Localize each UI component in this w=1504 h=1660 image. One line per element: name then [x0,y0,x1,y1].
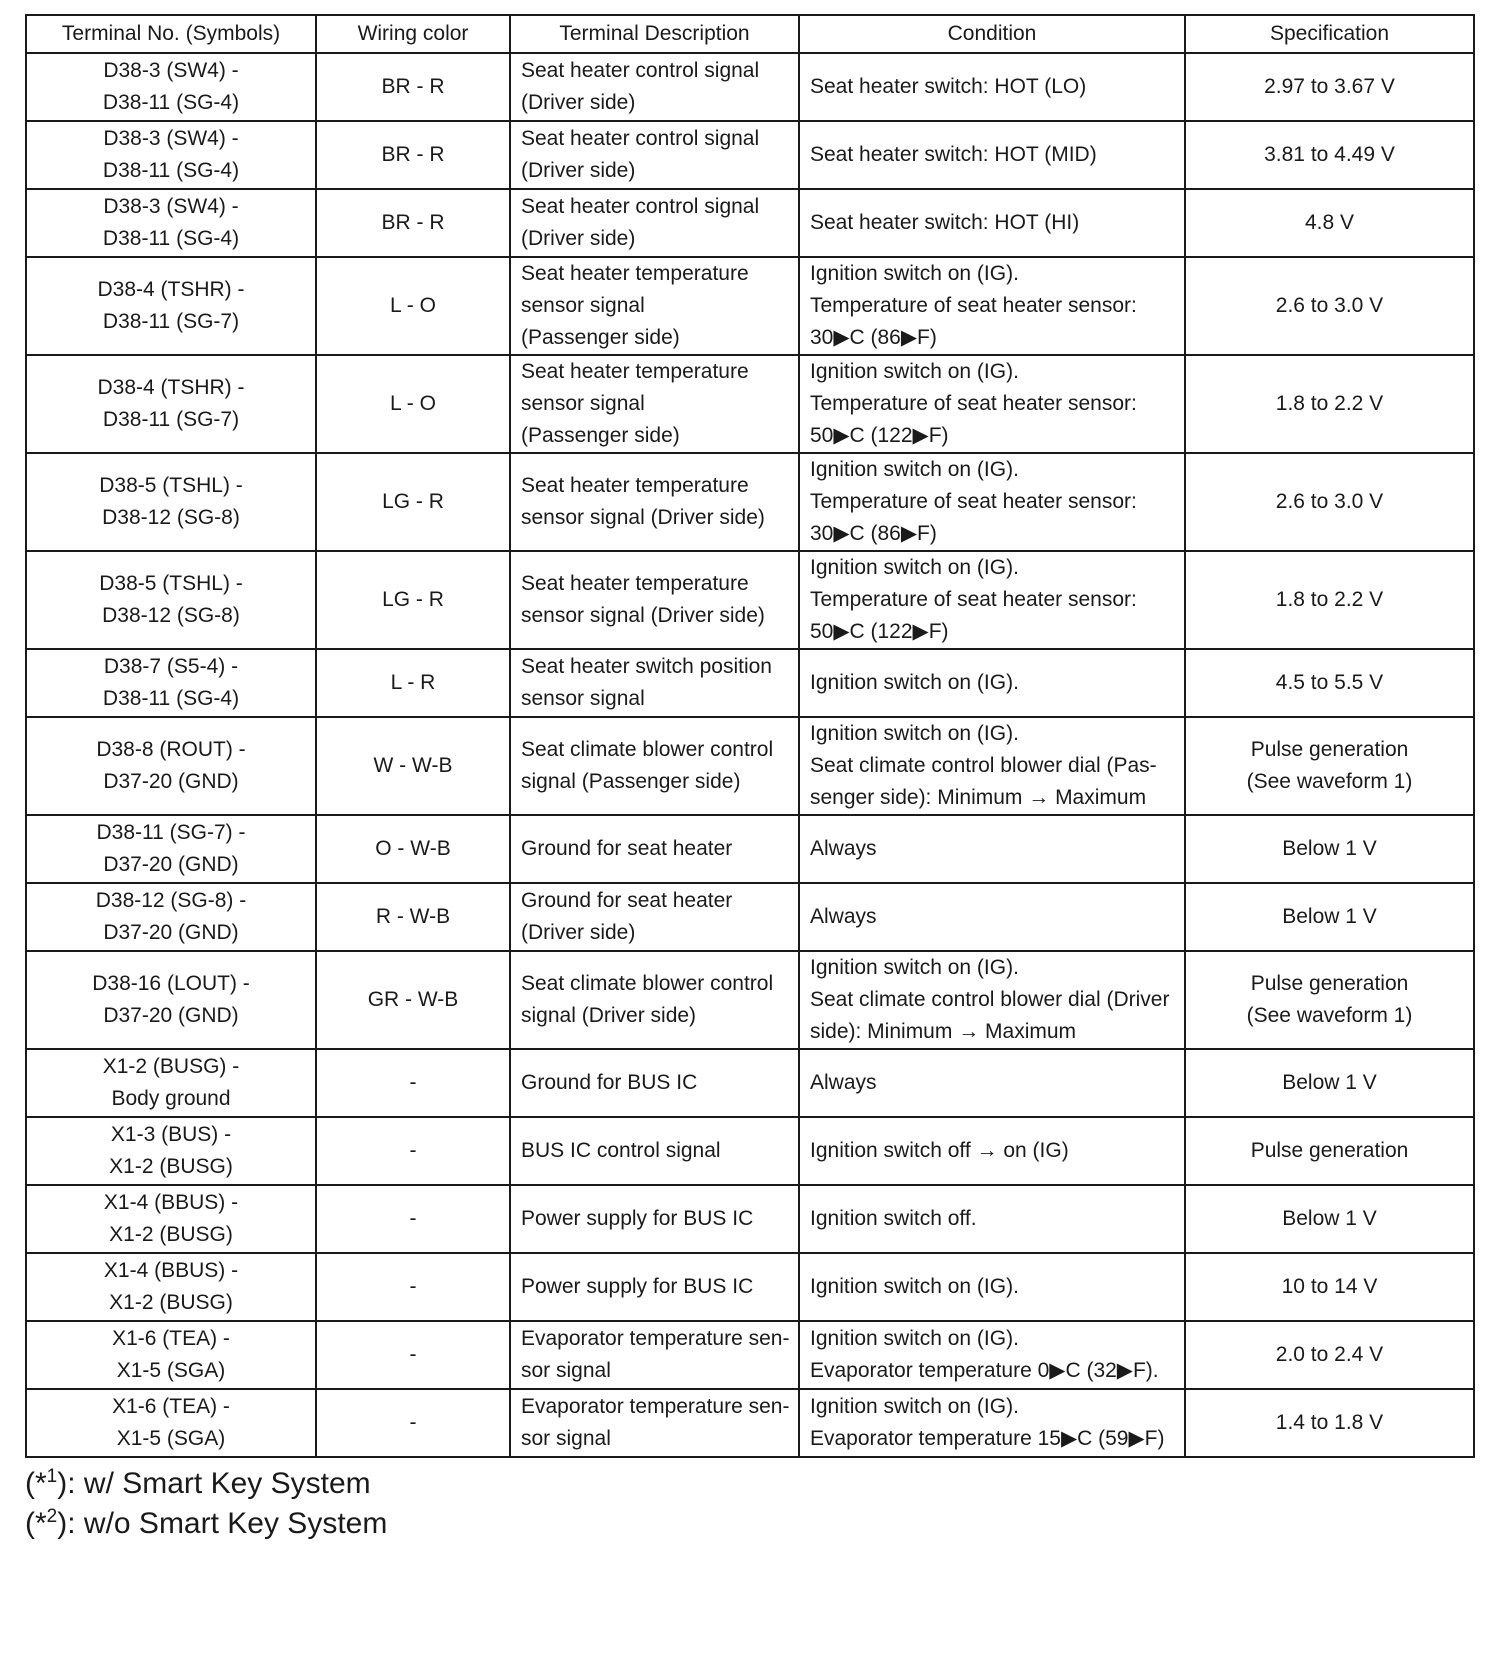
wiring-color-cell-text: - [409,1207,417,1230]
table-row [26,1049,1474,1117]
wiring-color-cell [316,951,510,1049]
wiring-color-cell-text: BR - R [381,211,445,234]
specification-cell-text: 4.5 to 5.5 V [1275,671,1384,694]
header-specification: Specification [1185,15,1474,53]
description-cell [510,121,799,189]
condition-cell-text: Ignition switch on (IG). Evaporator temperature 0▶C (32▶F). [810,1327,1159,1382]
terminal-line: D37-20 (GND) [103,853,239,876]
condition-cell-text: Always [810,837,877,860]
specification-cell [1185,1185,1474,1253]
wiring-color-cell-text: R - W-B [375,905,451,928]
wiring-color-cell-text: L - O [390,392,436,415]
description-cell-text: Seat climate blower control signal (Passenger side) [521,738,774,793]
terminal-cell [26,1389,316,1457]
specification-cell [1185,951,1474,1049]
wiring-color-cell [316,1253,510,1321]
table-row [26,1389,1474,1457]
terminal-line: X1-6 (TEA) - [112,1327,230,1350]
condition-cell [799,551,1185,649]
terminal-cell [26,649,316,717]
specification-cell [1185,453,1474,551]
condition-cell [799,1253,1185,1321]
terminal-cell [26,121,316,189]
specification-cell [1185,257,1474,355]
wiring-color-cell-text: W - W-B [373,754,453,777]
condition-cell-text: Ignition switch on (IG). Evaporator temperature 15▶C (59▶F) [810,1395,1165,1450]
terminal-line: D38-11 (SG-7) [102,408,240,431]
condition-cell [799,1185,1185,1253]
table-body [26,53,1474,1457]
condition-cell [799,649,1185,717]
description-cell-text: Power supply for BUS IC [521,1207,754,1230]
condition-cell [799,1389,1185,1457]
condition-cell [799,257,1185,355]
table-row [26,1117,1474,1185]
condition-cell [799,453,1185,551]
terminal-cell [26,1049,316,1117]
footnotes [25,1464,1473,1544]
header-description: Terminal Description [510,15,799,53]
wiring-color-cell-text: BR - R [381,75,445,98]
description-cell [510,1185,799,1253]
specification-cell [1185,189,1474,257]
description-cell [510,951,799,1049]
wiring-color-cell [316,355,510,453]
wiring-color-cell [316,815,510,883]
description-cell-text: Ground for seat heater [521,837,733,860]
specification-cell-text: 2.6 to 3.0 V [1275,490,1384,513]
specification-cell-text: 1.4 to 1.8 V [1275,1411,1384,1434]
table-row [26,453,1474,551]
specification-cell [1185,883,1474,951]
description-cell [510,649,799,717]
wiring-color-cell-text: GR - W-B [367,988,459,1011]
wiring-color-cell [316,453,510,551]
wiring-color-cell [316,1117,510,1185]
description-cell [510,717,799,815]
terminal-line: D38-12 (SG-8) [102,506,240,529]
condition-cell [799,883,1185,951]
specification-cell-text: Below 1 V [1282,905,1377,928]
wiring-color-cell [316,1389,510,1457]
terminal-line: D38-3 (SW4) - [103,127,239,150]
wiring-color-cell-text: L - R [390,671,436,694]
description-cell-text: Seat heater switch position sensor signal [521,655,772,710]
footnote-2: (*$^2$): w/o Smart Key System [25,1506,388,1540]
description-cell-text: Seat heater control signal (Driver side) [521,127,760,182]
condition-cell-text: Ignition switch on (IG). Temperature of seat heater sensor: 50▶C (122▶F) [810,360,1137,447]
specification-cell [1185,815,1474,883]
description-cell [510,815,799,883]
specification-cell [1185,717,1474,815]
terminal-line: X1-5 (SGA) [116,1427,226,1450]
table-row [26,53,1474,121]
specification-cell-text: 1.8 to 2.2 V [1275,588,1384,611]
condition-cell [799,951,1185,1049]
specification-cell-text: 2.97 to 3.67 V [1264,75,1395,98]
description-cell [510,551,799,649]
condition-cell-text: Ignition switch on (IG). Seat climate control blower dial (Pas- senger side): Minimum → Maximum [810,722,1157,809]
terminal-line: D38-7 (S5-4) - [103,655,239,678]
description-cell [510,1253,799,1321]
table-row [26,649,1474,717]
terminal-spec-table [25,14,1475,1458]
condition-cell [799,355,1185,453]
terminal-line: X1-2 (BUSG) [109,1291,233,1314]
specification-cell-text: Below 1 V [1282,1207,1377,1230]
terminal-line: D37-20 (GND) [103,770,239,793]
condition-cell-text: Ignition switch on (IG). Temperature of seat heater sensor: 30▶C (86▶F) [810,458,1137,545]
description-cell-text: Evaporator temperature sen- sor signal [521,1327,790,1382]
wiring-color-cell [316,1185,510,1253]
terminal-line: D38-11 (SG-4) [102,687,240,710]
specification-cell [1185,1253,1474,1321]
table-row [26,1185,1474,1253]
wiring-color-cell [316,1321,510,1389]
wiring-color-cell [316,717,510,815]
footnote-marker: 1 [46,1466,58,1487]
condition-cell-text: Seat heater switch: HOT (MID) [810,143,1097,166]
wiring-color-cell [316,649,510,717]
condition-cell-text: Ignition switch on (IG). Temperature of seat heater sensor: 50▶C (122▶F) [810,556,1137,643]
header-wiring-color: Wiring color [316,15,510,53]
description-cell-text: Seat heater temperature sensor signal (Driver side) [521,474,765,529]
condition-cell [799,1321,1185,1389]
condition-cell [799,815,1185,883]
wiring-color-cell-text: O - W-B [375,837,451,860]
terminal-line: D38-11 (SG-4) [102,159,240,182]
description-cell-text: Seat heater temperature sensor signal (Passenger side) [521,262,749,349]
wiring-color-cell-text: BR - R [381,143,445,166]
terminal-cell [26,815,316,883]
specification-cell [1185,551,1474,649]
specification-cell [1185,1049,1474,1117]
wiring-color-cell [316,121,510,189]
condition-cell [799,1117,1185,1185]
table-header-row [26,15,1474,53]
terminal-line: D38-12 (SG-8) - [95,889,247,912]
specification-cell-text: 1.8 to 2.2 V [1275,392,1384,415]
terminal-cell [26,1321,316,1389]
specification-cell-text: 3.81 to 4.49 V [1264,143,1395,166]
wiring-color-cell-text: - [409,1343,417,1366]
terminal-line: D38-11 (SG-4) [102,227,240,250]
terminal-line: X1-4 (BBUS) - [103,1191,239,1214]
description-cell-text: Seat climate blower control signal (Driver side) [521,972,774,1027]
terminal-line: D38-4 (TSHR) - [97,278,245,301]
terminal-cell [26,257,316,355]
specification-cell-text: 2.6 to 3.0 V [1275,294,1384,317]
footnote-1: (*$^1$): w/ Smart Key System [25,1466,371,1500]
specification-cell-text: Below 1 V [1282,837,1377,860]
condition-cell-text: Ignition switch on (IG). Seat climate control blower dial (Driver side): Minimum → Maximum [810,956,1170,1043]
terminal-cell [26,1253,316,1321]
wiring-color-cell-text: LG - R [382,490,444,513]
terminal-cell [26,1117,316,1185]
description-cell [510,1117,799,1185]
wiring-color-cell [316,883,510,951]
terminal-line: D38-16 (LOUT) - [92,972,250,995]
terminal-cell [26,53,316,121]
description-cell [510,257,799,355]
condition-cell-text: Ignition switch on (IG). [810,1275,1019,1298]
table-row [26,121,1474,189]
terminal-cell [26,453,316,551]
table-row [26,1321,1474,1389]
terminal-line: X1-3 (BUS) - [110,1123,232,1146]
description-cell-text: Ground for BUS IC [521,1071,698,1094]
wiring-color-cell-text: - [409,1275,417,1298]
footnote-marker: 2 [46,1506,58,1527]
condition-cell-text: Seat heater switch: HOT (HI) [810,211,1080,234]
description-cell-text: BUS IC control signal [521,1139,721,1162]
wiring-color-cell-text: - [409,1139,417,1162]
terminal-cell [26,189,316,257]
condition-cell [799,53,1185,121]
terminal-line: D38-11 (SG-7) [102,310,240,333]
description-cell [510,355,799,453]
terminal-line: X1-2 (BUSG) [109,1223,233,1246]
wiring-color-cell [316,1049,510,1117]
wiring-color-cell [316,551,510,649]
terminal-line: D38-12 (SG-8) [102,604,240,627]
specification-cell-text: Below 1 V [1282,1071,1377,1094]
description-cell [510,1321,799,1389]
condition-cell-text: Always [810,1071,877,1094]
table-row [26,189,1474,257]
wiring-color-cell-text: - [409,1071,417,1094]
terminal-cell [26,355,316,453]
wiring-color-cell-text: - [409,1411,417,1434]
specification-cell [1185,1117,1474,1185]
wiring-color-cell [316,53,510,121]
specification-cell [1185,1321,1474,1389]
specification-cell-text: 4.8 V [1304,211,1355,234]
description-cell [510,883,799,951]
wiring-color-cell [316,257,510,355]
condition-cell-text: Ignition switch off. [810,1207,977,1230]
specification-cell [1185,1389,1474,1457]
terminal-spec-sheet [25,14,1473,1544]
description-cell [510,53,799,121]
specification-cell-text: 10 to 14 V [1281,1275,1378,1298]
description-cell-text: Seat heater temperature sensor signal (Passenger side) [521,360,749,447]
terminal-line: D38-5 (TSHL) - [99,572,243,595]
specification-cell-text: Pulse generation (See waveform 1) [1246,738,1413,793]
condition-cell-text: Seat heater switch: HOT (LO) [810,75,1087,98]
table-row [26,1253,1474,1321]
terminal-line: X1-5 (SGA) [116,1359,226,1382]
condition-cell [799,717,1185,815]
header-terminal: Terminal No. (Symbols) [26,15,316,53]
condition-cell-text: Always [810,905,877,928]
terminal-line: D38-4 (TSHR) - [97,376,245,399]
description-cell [510,453,799,551]
table-row [26,355,1474,453]
specification-cell [1185,121,1474,189]
terminal-line: D38-3 (SW4) - [103,59,239,82]
terminal-line: D38-5 (TSHL) - [99,474,243,497]
specification-cell [1185,53,1474,121]
terminal-line: X1-4 (BBUS) - [103,1259,239,1282]
terminal-line: D38-11 (SG-4) [102,91,240,114]
terminal-cell [26,551,316,649]
table-row [26,883,1474,951]
description-cell-text: Seat heater temperature sensor signal (Driver side) [521,572,765,627]
wiring-color-cell-text: LG - R [382,588,444,611]
description-cell [510,1389,799,1457]
specification-cell [1185,355,1474,453]
condition-cell-text: Ignition switch on (IG). Temperature of seat heater sensor: 30▶C (86▶F) [810,262,1137,349]
description-cell-text: Power supply for BUS IC [521,1275,754,1298]
terminal-line: D37-20 (GND) [103,921,239,944]
description-cell-text: Seat heater control signal (Driver side) [521,195,760,250]
table-row [26,815,1474,883]
table-row [26,551,1474,649]
wiring-color-cell [316,189,510,257]
terminal-line: X1-2 (BUSG) [109,1155,233,1178]
condition-cell-text: Ignition switch off → on (IG) [810,1139,1069,1162]
terminal-cell [26,717,316,815]
description-cell-text: Seat heater control signal (Driver side) [521,59,760,114]
description-cell [510,1049,799,1117]
condition-cell [799,189,1185,257]
specification-cell-text: Pulse generation (See waveform 1) [1246,972,1413,1027]
terminal-line: D38-3 (SW4) - [103,195,239,218]
terminal-cell [26,1185,316,1253]
wiring-color-cell-text: L - O [390,294,436,317]
terminal-cell [26,951,316,1049]
specification-cell-text: 2.0 to 2.4 V [1275,1343,1384,1366]
condition-cell [799,1049,1185,1117]
condition-cell-text: Ignition switch on (IG). [810,671,1019,694]
table-row [26,717,1474,815]
specification-cell-text: Pulse generation [1250,1139,1409,1162]
description-cell [510,189,799,257]
terminal-line: X1-2 (BUSG) - [102,1055,240,1078]
terminal-line: D37-20 (GND) [103,1004,239,1027]
description-cell-text: Evaporator temperature sen- sor signal [521,1395,790,1450]
table-row [26,257,1474,355]
terminal-line: X1-6 (TEA) - [112,1395,230,1418]
specification-cell [1185,649,1474,717]
terminal-line: D38-11 (SG-7) - [96,821,246,844]
terminal-line: D38-8 (ROUT) - [96,738,246,761]
table-row [26,951,1474,1049]
condition-cell [799,121,1185,189]
header-condition: Condition [799,15,1185,53]
terminal-cell [26,883,316,951]
description-cell-text: Ground for seat heater (Driver side) [521,889,733,944]
terminal-line: Body ground [111,1087,231,1110]
